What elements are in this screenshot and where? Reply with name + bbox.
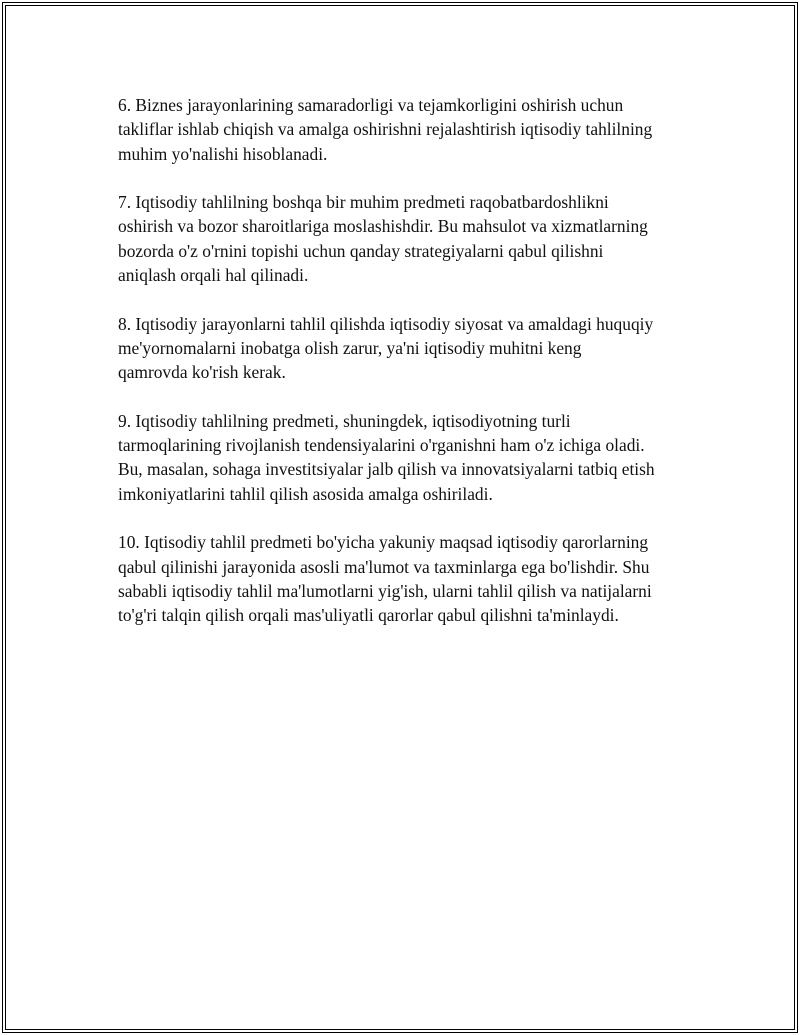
paragraph-line: to'g'ri talqin qilish orqali mas'uliyatli qarorlar qabul qilishni ta'minlaydi.	[118, 605, 619, 626]
paragraph-line: muhim yo'nalishi hisoblanadi.	[118, 143, 328, 164]
paragraph-line: Bu, masalan, sohaga investitsiyalar jalb qilish va innovatsiyalarni tatbiq etish	[118, 459, 655, 480]
paragraph-8	[118, 312, 698, 385]
paragraph-9	[118, 409, 698, 506]
document-body	[118, 93, 698, 652]
paragraph-line: 8. Iqtisodiy jarayonlarni tahlil qilishda iqtisodiy siyosat va amaldagi huquqiy	[118, 313, 654, 334]
paragraph-line: imkoniyatlarini tahlil qilish asosida amalga oshiriladi.	[118, 483, 493, 504]
paragraph-line: 10. Iqtisodiy tahlil predmeti bo'yicha yakuniy maqsad iqtisodiy qarorlarning	[118, 532, 649, 553]
paragraph-line: me'yornomalarni inobatga olish zarur, ya'ni iqtisodiy muhitni keng	[118, 337, 582, 358]
paragraph-line: tarmoqlarining rivojlanish tendensiyalarini o'rganishni ham o'z ichiga oladi.	[118, 435, 645, 456]
paragraph-line: oshirish va bozor sharoitlariga moslashishdir. Bu mahsulot va xizmatlarning	[118, 216, 648, 237]
paragraph-line: aniqlash orqali hal qilinadi.	[118, 265, 309, 286]
paragraph-7	[118, 190, 698, 287]
paragraph-line: sababli iqtisodiy tahlil ma'lumotlarni yig'ish, ularni tahlil qilish va natijalarni	[118, 580, 652, 601]
paragraph-line: 7. Iqtisodiy tahlilning boshqa bir muhim predmeti raqobatbardoshlikni	[118, 192, 609, 213]
paragraph-10	[118, 530, 698, 627]
paragraph-line: bozorda o'z o'rnini topishi uchun qanday strategiyalarni qabul qilishni	[118, 240, 604, 261]
paragraph-6	[118, 93, 698, 166]
paragraph-line: takliflar ishlab chiqish va amalga oshirishni rejalashtirish iqtisodiy tahlilning	[118, 119, 653, 140]
paragraph-line: 9. Iqtisodiy tahlilning predmeti, shuningdek, iqtisodiyotning turli	[118, 410, 571, 431]
paragraph-line: 6. Biznes jarayonlarining samaradorligi va tejamkorligini oshirish uchun	[118, 95, 624, 115]
paragraph-line: qabul qilinishi jarayonida asosli ma'lumot va taxminlarga ega bo'lishdir. Shu	[118, 556, 650, 577]
paragraph-line: qamrovda ko'rish kerak.	[118, 362, 286, 383]
